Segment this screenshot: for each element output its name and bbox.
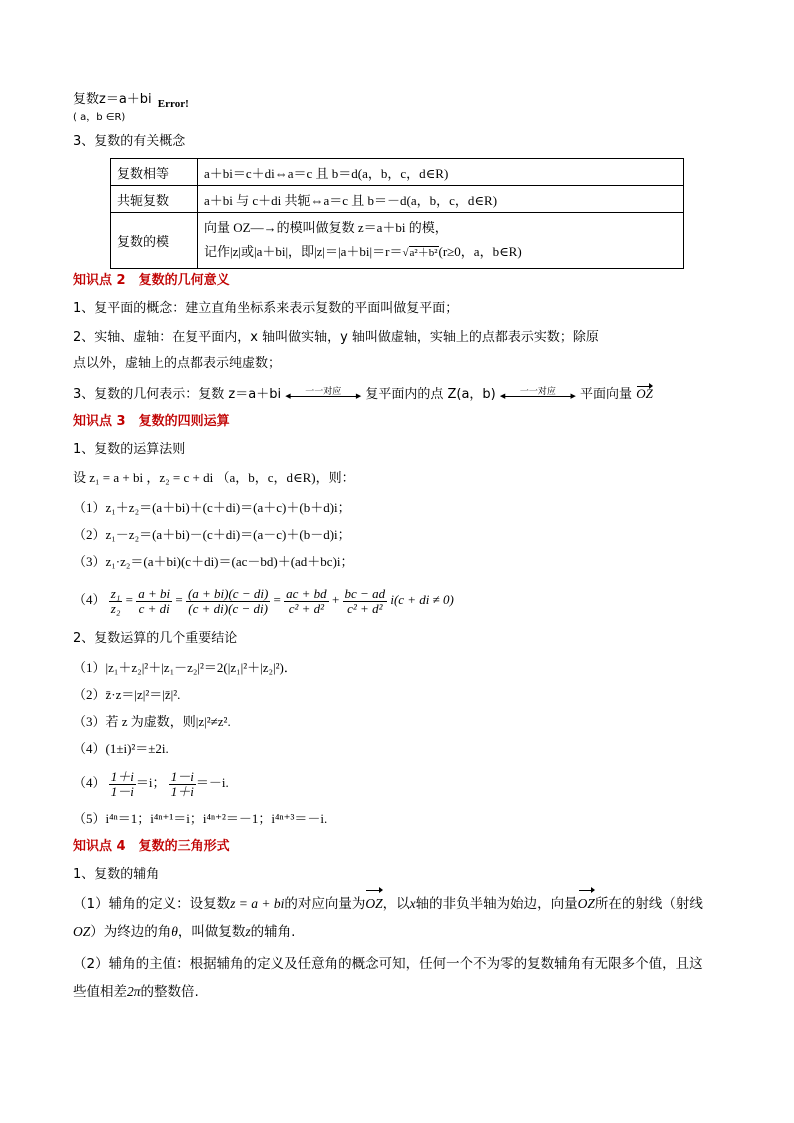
- rule-div: （4） $\frac{\text{z₁}}{\text{z₂}}$ = $\frac{a + bi}{c + di}$ = $\frac{(a + bi)(c - di)}{(c + di)(c - di)}$ = $\frac{ac + bd}{\text{c² + d²}}$ + $\frac{bc - ad}{\text{c² + d²}}$ i(c + di ≠ 0): [73, 585, 454, 616]
- rule-div-label: （4）: [73, 592, 106, 607]
- fraction: [136, 587, 172, 616]
- text: 些值相差: [73, 984, 127, 1000]
- text: ，以: [382, 896, 410, 912]
- numerator: a + bi: [138, 585, 171, 601]
- var-z: z: [245, 924, 251, 939]
- intro-text: 复数z＝a＋bi: [73, 92, 152, 107]
- sqrt-body: a²＋b²: [409, 247, 438, 259]
- row-name: 共轭复数: [111, 186, 198, 213]
- text: 轴的非负半轴为始边，向量: [415, 896, 578, 912]
- bidirectional-arrow: 一一对应 ◀ ▶: [285, 388, 361, 402]
- vector-oz: OZ: [636, 386, 653, 401]
- kp2-p2a: 2、实轴、虚轴：在复平面内，x 轴叫做实轴，y 轴叫做虚轴，实轴上的点都表示实数；除原: [73, 330, 599, 345]
- denominator: c² + d²: [288, 600, 325, 616]
- kp3-setup: 设 z₁ = a + bi ，z₂ = c + di （a，b，c，d∈R)，则：: [73, 470, 355, 485]
- section3-title: 3、复数的有关概念: [73, 134, 186, 149]
- conclusion-1: （1）|z₁＋z₂|²＋|z₁－z₂|²＝2(|z₁|²＋|z₂|²)．: [73, 660, 297, 675]
- kp2-p3: [73, 386, 653, 403]
- text: 的对应向量为: [284, 896, 366, 912]
- sqrt-sign: √: [402, 247, 409, 259]
- denominator: c + di: [138, 600, 170, 616]
- numerator: 1＋i: [110, 768, 134, 784]
- denominator: 1－i: [110, 783, 134, 799]
- ray-oz: OZ: [73, 924, 91, 939]
- numerator: (a + bi)(c − di): [187, 585, 269, 601]
- kp4-p1: [73, 890, 733, 946]
- modulus-line2-prefix: 记作|z|或|a＋bi|，即|z|＝|a＋bi|＝r＝: [204, 244, 403, 259]
- table-row: [111, 186, 684, 213]
- text: 的整数倍.: [140, 984, 199, 1000]
- vector-oz: OZ: [578, 890, 595, 918]
- denominator: c² + d²: [347, 600, 383, 616]
- fraction: [109, 587, 123, 616]
- fraction: [186, 587, 270, 616]
- text: ）为终边的角: [90, 924, 172, 940]
- kp3-sub1: 1、复数的运算法则: [73, 442, 186, 457]
- kp4-p1-line1: [73, 890, 733, 918]
- kp3-sub2: 2、复数运算的几个重要结论: [73, 631, 238, 646]
- modulus-line2: [204, 240, 677, 265]
- fraction: [169, 770, 196, 799]
- numerator: bc − ad: [344, 585, 386, 601]
- rule-add: （1）z₁＋z₂＝(a＋bi)＋(c＋di)＝(a＋c)＋(b＋d)i；: [73, 500, 351, 515]
- numerator: ac + bd: [286, 585, 327, 601]
- kp4-p2-line2: [73, 978, 733, 1006]
- conclusion-5-label: （4）: [73, 775, 106, 790]
- modulus-line1: 向量 OZ—→的模叫做复数 z＝a＋bi 的模，: [204, 220, 448, 235]
- rule-div-tail: i(c + di ≠ 0): [390, 592, 454, 607]
- kp2-p2b: 点以外，虚轴上的点都表示纯虚数；: [73, 356, 282, 371]
- formula-2pi: 2π: [127, 984, 141, 999]
- fraction: [343, 587, 388, 616]
- kp3-heading: 知识点 3 复数的四则运算: [73, 414, 230, 429]
- row-content: [198, 213, 684, 269]
- bidirectional-arrow: 一一对应 ◀ ▶: [500, 388, 576, 402]
- kp4-p2: [73, 950, 733, 1006]
- denominator: 1＋i: [170, 783, 194, 799]
- fraction: [109, 770, 136, 799]
- arrow-label: 一一对应: [519, 386, 556, 397]
- conclusion-5: [73, 767, 229, 799]
- kp4-p1-line2: [73, 918, 733, 946]
- text: ，叫做复数: [177, 924, 246, 940]
- conclusion-6: （5）i⁴ⁿ＝1；i⁴ⁿ⁺¹＝i；i⁴ⁿ⁺²＝－1；i⁴ⁿ⁺³＝－i.: [73, 811, 328, 826]
- modulus-line2-suffix: (r≥0，a，b∈R): [438, 244, 522, 259]
- table-row: [111, 159, 684, 186]
- formula-z: z = a + bi: [230, 896, 285, 911]
- fraction: [284, 587, 329, 616]
- kp2-heading: 知识点 2 复数的几何意义: [73, 273, 230, 288]
- intro-line: [73, 92, 189, 108]
- text: 所在的射线（射线: [594, 896, 703, 912]
- denominator: z₂: [110, 600, 121, 616]
- table-row: [111, 213, 684, 269]
- kp2-p3-suffix: 平面向量: [580, 387, 633, 402]
- conclusion-3: （3）若 z 为虚数，则|z|²≠z².: [73, 714, 231, 729]
- conclusion-2: （2）z̄·z＝|z|²＝|z̄|².: [73, 687, 181, 702]
- denominator: (c + di)(c − di): [188, 600, 268, 616]
- kp2-p3-prefix: 3、复数的几何表示：复数 z＝a＋bi: [73, 387, 282, 402]
- var-x: x: [409, 896, 416, 911]
- rule-sub: （2）z₁－z₂＝(a＋bi)－(c＋di)＝(a－c)＋(b－d)i；: [73, 527, 351, 542]
- conclusion-5-end: ＝－i.: [195, 775, 229, 790]
- error-tag: Error!: [157, 98, 189, 110]
- conclusion-4: （4）(1±i)²＝±2i.: [73, 741, 169, 756]
- vector-oz: OZ: [365, 890, 382, 918]
- kp4-sub1: 1、复数的辅角: [73, 867, 160, 882]
- concept-table: [110, 158, 684, 269]
- kp4-heading: 知识点 4 复数的三角形式: [73, 839, 230, 854]
- row-content: a＋bi＝c＋di⇔a＝c 且 b＝d(a，b，c，d∈R): [198, 159, 684, 186]
- var-theta: θ: [171, 924, 178, 939]
- intro-condition: ( a，b ∈R): [73, 112, 126, 123]
- kp4-p2-line1: （2）辅角的主值：根据辅角的定义及任意角的概念可知，任何一个不为零的复数辅角有无限多个值，且这: [73, 956, 703, 972]
- text: （1）辅角的定义：设复数: [73, 896, 231, 912]
- rule-mul: （3）z₁·z₂＝(a＋bi)(c＋di)＝(ac－bd)＋(ad＋bc)i；: [73, 554, 354, 569]
- arrow-label: 一一对应: [305, 386, 342, 397]
- row-content: a＋bi 与 c＋di 共轭⇔a＝c 且 b＝－d(a，b，c，d∈R): [198, 186, 684, 213]
- kp2-p3-mid: 复平面内的点 Z(a，b): [365, 387, 496, 402]
- numerator: 1－i: [170, 768, 194, 784]
- text: 的辅角.: [250, 924, 296, 940]
- row-name: 复数相等: [111, 159, 198, 186]
- numerator: z₁: [110, 585, 121, 601]
- kp2-p1: 1、复平面的概念：建立直角坐标系来表示复数的平面叫做复平面；: [73, 301, 459, 316]
- conclusion-5-mid: ＝i；: [135, 775, 166, 790]
- row-name: 复数的模: [111, 213, 198, 269]
